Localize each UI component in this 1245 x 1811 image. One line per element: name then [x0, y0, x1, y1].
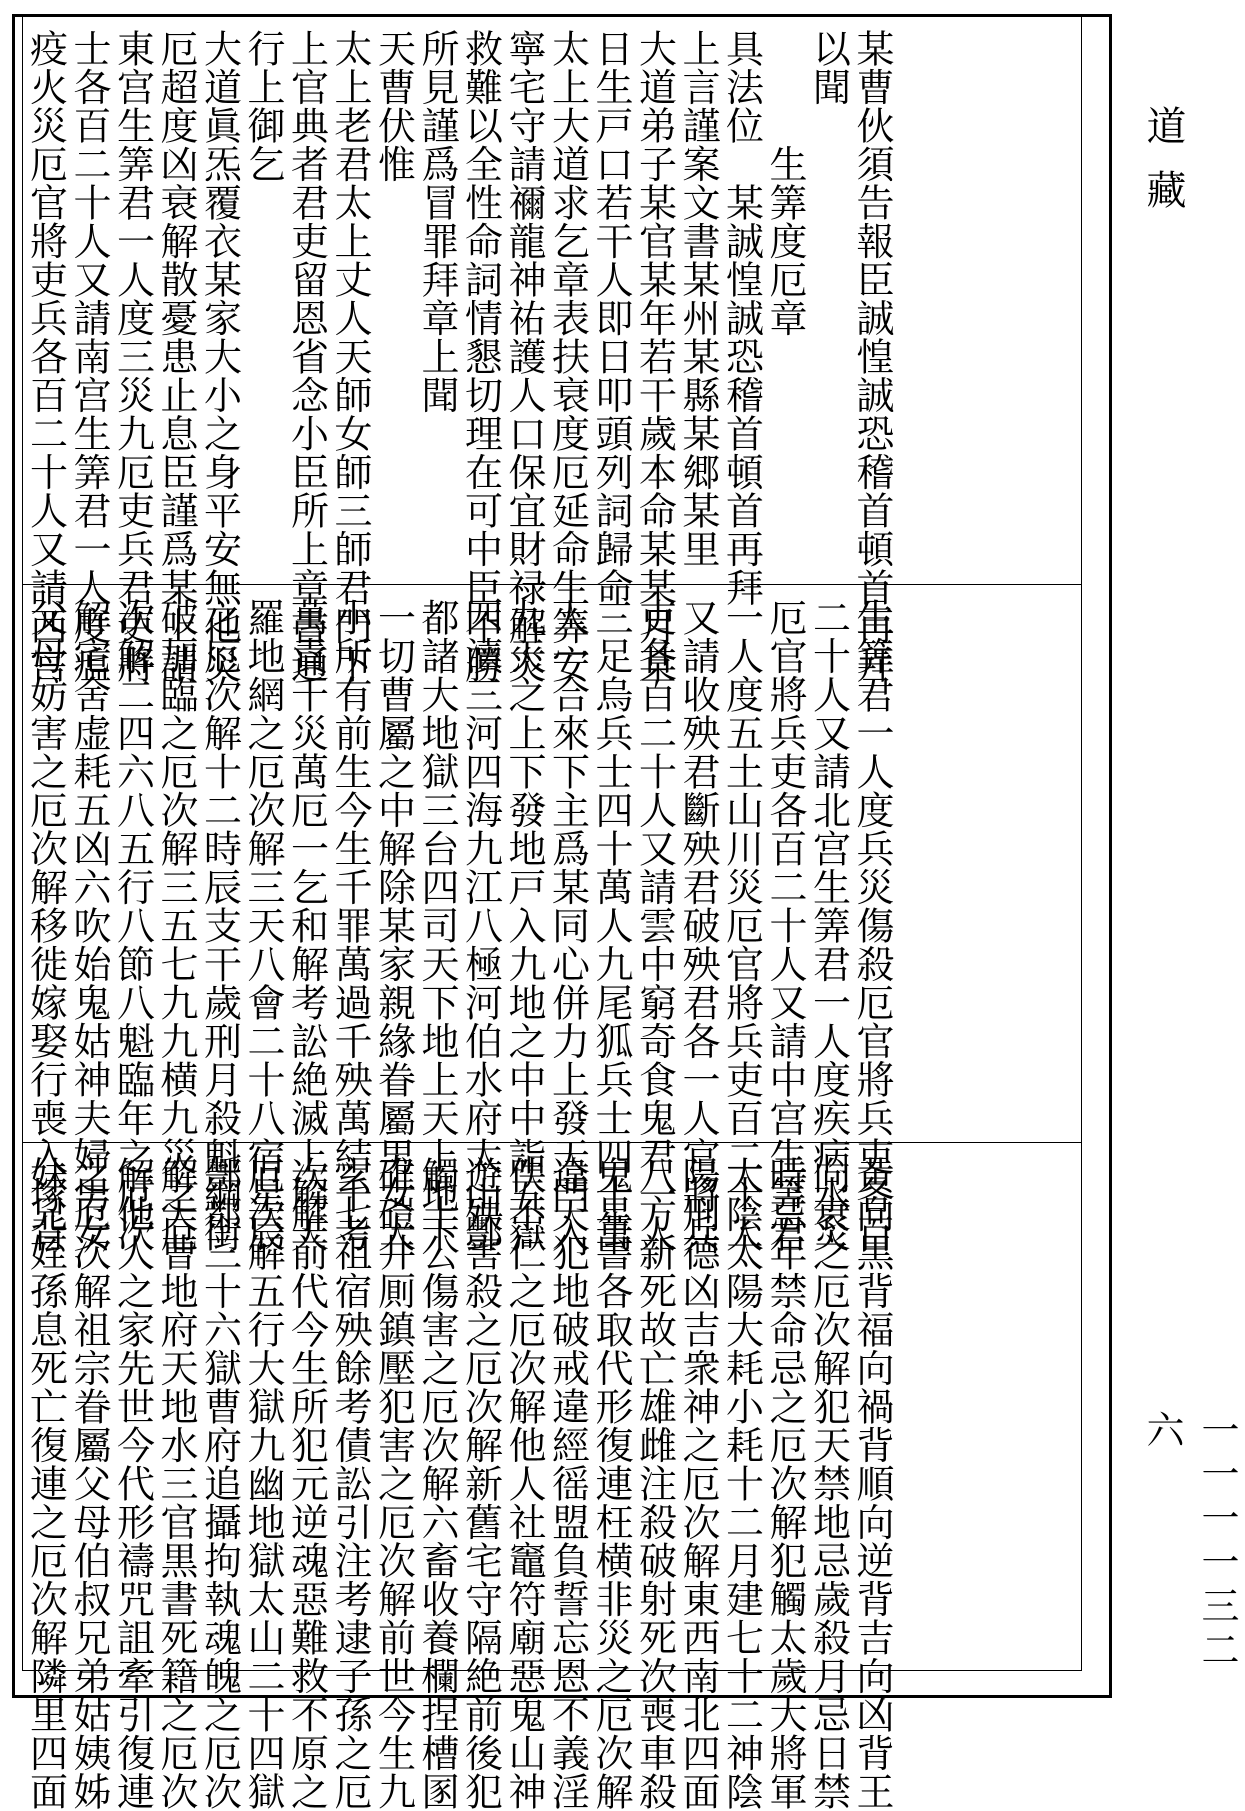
text-panel-bottom [23, 1144, 1081, 1811]
scripture-text-bottom: 黄向黒背福向禍背順向逆背吉向凶背王 向衰之厄次解犯天禁地忌歲殺月忌日禁 時忌年禁命忌之厄次解犯觸太歲大將軍 太陰太陽大耗小耗十二月建七十二神陰 陽刑德凶吉衆神之厄次解東西南北四面 八方新死故亡雄雌注殺破射死次喪車殺 鬼星書各取代形復連枉横非災之厄次解 違天犯地破戒違經徭盟負誓忘恩不義淫 佚不仁之厄次解他人社竈符廟惡鬼山神 遊殃害殺之厄次解新舊宅守隔絶前後犯 觸土公傷害之厄次解六畜收養欄捏槽圂 碓磑井厠鎮壓犯害之厄次解前世今生九 玄七祖宿殃餘考債訟引注考逮子孫之厄 次解前代今生所犯元逆魂惡難救不原之 厄次解五行大獄九幽地獄太山二十四獄 酆都三十六獄曹府追攝拘執魂魄之厄次 解天曹地府天地水三官黒書死籍之厄次 解他人之家先世今代形禱咒詛牽引復連 之厄次解祖宗眷屬父母伯叔兄弟姑姨姊 妹兄姪孫息死亡復連之厄次解隣里四面 [23, 1156, 894, 1811]
book-title-label: 道藏 [1140, 105, 1186, 233]
scripture-text-top: 某曹伙須告報臣誠惶誠恐稽首頓首再拜 以聞 生筭度厄章 具法位 某誠惶誠恐稽首頓首再拜 上言謹案文書某州某縣某郷某里 大道弟子某官某年若干歲本命某某月某 日生戸口若干人即日叩頭列詞歸命 太上大道求乞章表扶衰度厄延命生筭安 寧宅守請禰龍神祐護人口保宜財禄解災 救難以全性命詞情懇切理在可中臣不勝 所見謹爲冒罪拜章上聞 天曹伏惟 太上老君太上丈人天師女師三師君門下 上官典者君吏留恩省念小臣所上章書通 行上御乞 大道眞炁覆衣某家大小之身平安無他災 厄超度凶衰解散憂患止息臣謹爲某上請 東宫生筭君一人度三災九厄吏兵君吏將 士各百二十人又請南宫生筭君一人度瘟 疫火災厄官將吏兵各百二十人又請西宫 [23, 29, 894, 684]
scripture-text-middle: 生筭君一人度兵災傷殺厄官將兵吏各百 二十人又請北宫生筭君一人度疾病水災 厄官將兵吏各百二十人又請中宫生筭君 一人度五土山川災厄官將兵吏百二十人 又請收殃君斷殃君破殃君各一人官將兵 吏各百二十人又請雲中窮奇食鬼君一人 三足烏兵士四十萬人九尾狐兵士四十萬 人一合來下主爲某同心併力上發天門入 九天之上下發地戸入九地之中中詣五嶽 四瀆三河四海九江八極河伯水府太山酆 都諸大地獄三台四司天下地上天上地下 一切曹屬之中解除某家親緣眷屬男女大 小所有前生今生千罪萬過千殃萬結千考 萬責千災萬厄一乞和解考訟絶滅上解天 羅地網之厄次解三天八會二十八宿星辰 之厄次解十二時辰支干歲刑月殺魁綱銜 破加臨之厄次解三五七九九横九災之厄 次解二四六八五行八節八魁臨年之厄次 解宅舍虚耗五凶六吹始鬼姑神夫婦男女 父母妨害之厄次解移徙嫁娶行喪入塚背 [23, 598, 894, 1253]
text-panel-middle [23, 586, 1081, 1253]
page-number-label: 一一一一三二六 [1140, 1410, 1239, 1674]
text-panel-top [23, 17, 1081, 684]
